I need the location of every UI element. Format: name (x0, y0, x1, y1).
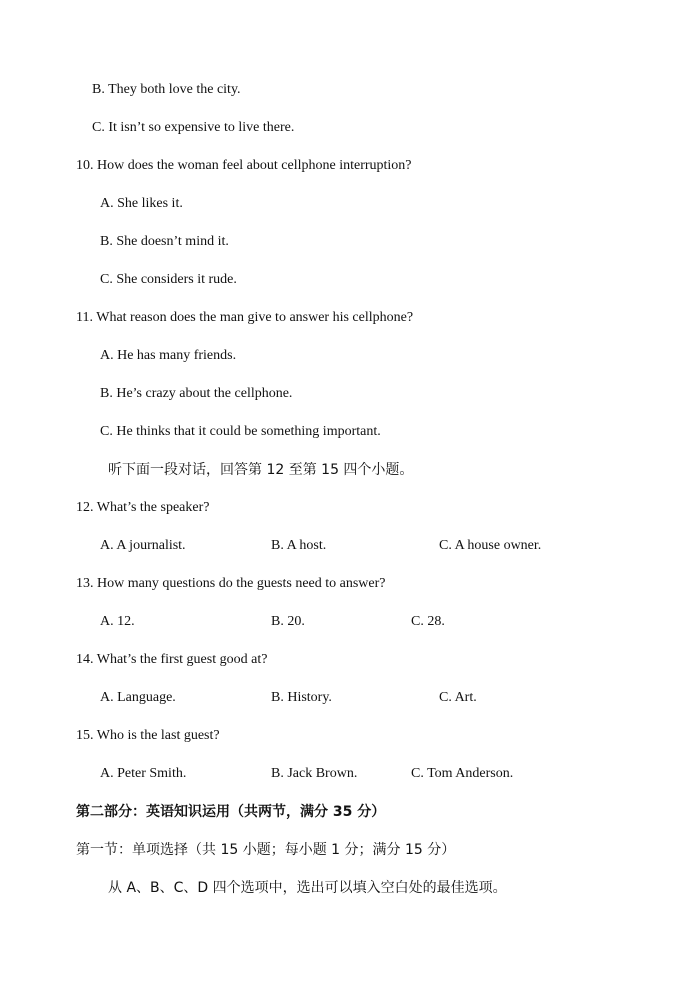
q15-option-c: C. Tom Anderson. (411, 766, 514, 781)
q12-question: 12. What’s the speaker? (76, 500, 210, 515)
q11-option-a: A. He has many friends. (100, 348, 237, 363)
q11-option-c: C. He thinks that it could be something important. (100, 424, 381, 439)
q15-question: 15. Who is the last guest? (76, 728, 220, 743)
q12-option-b: B. A host. (271, 538, 327, 553)
q11-option-b: B. He’s crazy about the cellphone. (100, 386, 293, 401)
q10-option-b: B. She doesn’t mind it. (100, 234, 229, 249)
q14-option-a: A. Language. (100, 690, 176, 705)
q15-option-a: A. Peter Smith. (100, 766, 187, 781)
q10-option-c: C. She considers it rude. (100, 272, 237, 287)
section1-instruction: 从 A、B、C、D 四个选项中，选出可以填入空白处的最佳选项。 (108, 880, 507, 896)
q14-option-c: C. Art. (439, 690, 477, 705)
q10-option-a: A. She likes it. (100, 196, 183, 211)
q9-option-c: C. It isn’t so expensive to live there. (92, 120, 295, 135)
q12-option-a: A. A journalist. (100, 538, 186, 553)
q15-option-b: B. Jack Brown. (271, 766, 358, 781)
q9-option-b: B. They both love the city. (92, 82, 241, 97)
q12-option-c: C. A house owner. (439, 538, 542, 553)
q14-question: 14. What’s the first guest good at? (76, 652, 268, 667)
instruction-12-15: 听下面一段对话，回答第 12 至第 15 四个小题。 (108, 462, 414, 478)
q10-question: 10. How does the woman feel about cellphone interruption? (76, 158, 412, 173)
q11-question: 11. What reason does the man give to answer his cellphone? (76, 310, 414, 325)
q13-option-b: B. 20. (271, 614, 305, 629)
q13-option-a: A. 12. (100, 614, 135, 629)
section1-title: 第一节：单项选择（共 15 小题；每小题 1 分；满分 15 分） (76, 842, 456, 858)
q13-option-c: C. 28. (411, 614, 445, 629)
part2-title: 第二部分：英语知识运用（共两节，满分 35 分） (76, 804, 386, 820)
q14-option-b: B. History. (271, 690, 332, 705)
q13-question: 13. How many questions do the guests need to answer? (76, 576, 386, 591)
